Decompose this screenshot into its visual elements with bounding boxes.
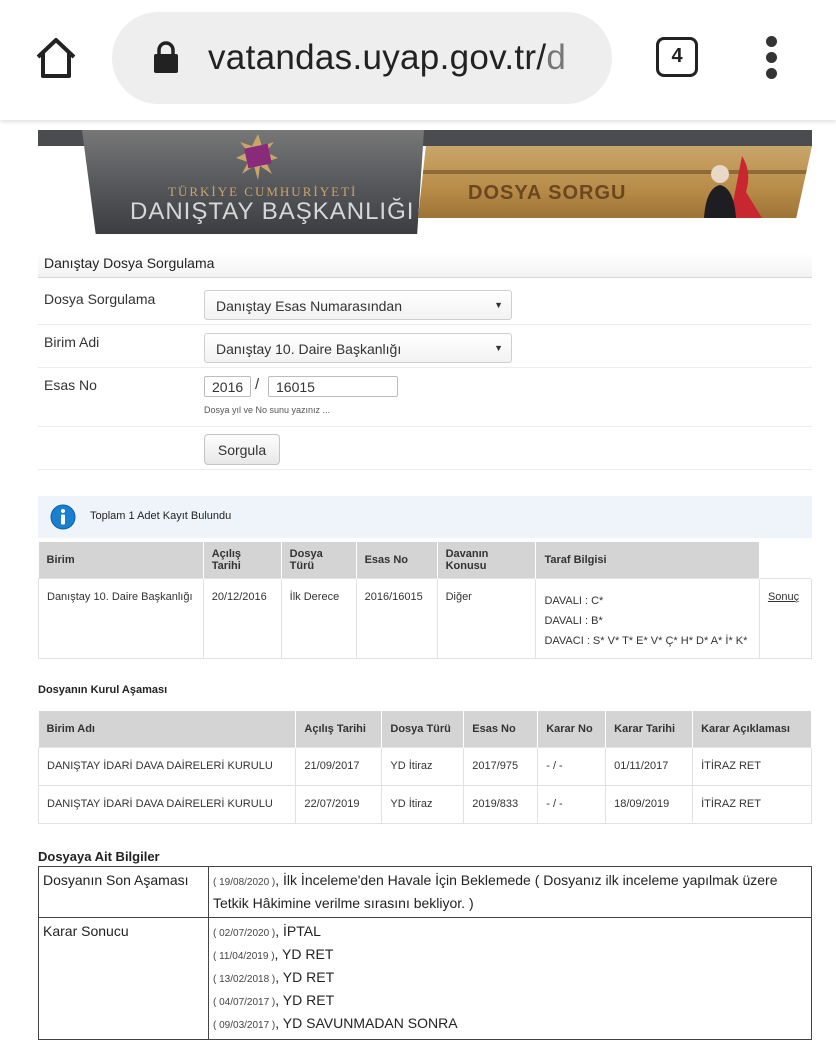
col-header: Açılış Tarihi	[203, 542, 281, 578]
cell-konu: Diğer	[437, 578, 536, 658]
cell-tarih: 20/12/2016	[203, 578, 281, 658]
url-text: vatandas.uyap.gov.tr/d	[208, 38, 567, 77]
query-section-title: Danıştay Dosya Sorgulama	[38, 252, 812, 278]
details-table	[38, 866, 812, 1040]
cell-taraf: DAVALI : C* DAVALI : B* DAVACI : S* V* T* E* V* Ç* H* D* A* İ* K*	[536, 578, 760, 658]
col-header: Karar No	[538, 711, 606, 747]
son-asama-value: ( 19/08/2020 ), İlk İnceleme'den Havale İçin Beklemede ( Dosyanız ilk inceleme yapılmak üzere Tetkik Hâkimine verilme sırasını bekliyor. )	[209, 867, 812, 918]
karar-sonucu-label: Karar Sonucu	[39, 918, 209, 1040]
col-header: Açılış Tarihi	[296, 711, 382, 747]
birim-adi-select[interactable]: Danıştay 10. Daire Başkanlığı ▼	[204, 333, 512, 363]
lock-icon	[152, 40, 180, 74]
info-bar	[38, 496, 812, 538]
col-header: Esas No	[464, 711, 538, 747]
banner-section-title: DOSYA SORGU	[468, 182, 627, 204]
col-header: Birim	[39, 542, 204, 578]
cell-birim: Danıştay 10. Daire Başkanlığı	[39, 578, 204, 658]
col-header: Karar Tarihi	[606, 711, 693, 747]
kebab-menu-icon[interactable]	[764, 36, 778, 80]
col-header: Taraf Bilgisi	[536, 542, 760, 578]
col-header: Birim Adı	[39, 711, 296, 747]
dosya-sorgulama-label: Dosya Sorgulama	[44, 291, 156, 307]
col-header: Davanın Konusu	[437, 542, 536, 578]
table-row: DANIŞTAY İDARİ DAVA DAİRELERİ KURULU 21/09/2017 YD İtiraz 2017/975 - / - 01/11/2017 İTİRAZ RET	[39, 747, 812, 785]
karar-sonucu-list: ( 02/07/2020 ), İPTAL ( 11/04/2019 ), YD RET ( 13/02/2018 ), YD RET ( 04/07/2017 ), YD RET ( 09/03/2017 ), YD SAVUNMADAN SONRA	[209, 918, 812, 1040]
sonuc-link[interactable]: Sonuç	[767, 590, 800, 603]
col-header: Karar Açıklaması	[693, 711, 812, 747]
esas-number-input[interactable]: 16015	[268, 376, 398, 397]
kurul-table	[38, 711, 812, 824]
site-banner	[38, 130, 812, 234]
esas-separator: /	[255, 376, 260, 393]
table-row: DANIŞTAY İDARİ DAVA DAİRELERİ KURULU 22/07/2019 YD İtiraz 2019/833 - / - 18/09/2019 İTİRAZ RET	[39, 785, 812, 823]
esas-no-label: Esas No	[44, 377, 97, 393]
kurul-title: Dosyanın Kurul Aşaması	[38, 684, 168, 696]
banner-subtitle: TÜRKİYE CUMHURİYETİ	[168, 184, 358, 199]
home-icon[interactable]	[32, 34, 80, 82]
browser-toolbar	[0, 0, 836, 120]
result-count-text: Toplam 1 Adet Kayıt Bulundu	[90, 510, 232, 522]
banner-title: DANIŞTAY BAŞKANLIĞI	[130, 198, 415, 225]
emblem-icon	[228, 132, 288, 182]
table-row	[39, 578, 812, 658]
chevron-down-icon: ▼	[494, 300, 503, 310]
tab-count-button[interactable]: 4	[656, 37, 698, 77]
dosya-sorgulama-select[interactable]: Danıştay Esas Numarasından ▼	[204, 290, 512, 320]
cell-tur: İlk Derece	[281, 578, 356, 658]
portrait-image	[690, 152, 770, 218]
info-icon	[50, 504, 76, 530]
birim-adi-label: Birim Adi	[44, 334, 100, 350]
son-asama-label: Dosyanın Son Aşaması	[39, 867, 209, 918]
col-header: Dosya Türü	[281, 542, 356, 578]
details-title: Dosyaya Ait Bilgiler	[38, 849, 160, 864]
cell-esas: 2016/16015	[356, 578, 437, 658]
address-bar[interactable]	[112, 12, 612, 104]
col-header: Dosya Türü	[382, 711, 464, 747]
esas-year-input[interactable]: 2016	[204, 376, 251, 397]
esas-hint: Dosya yıl ve No sunu yazınız ...	[204, 405, 331, 415]
chevron-down-icon: ▼	[494, 343, 503, 353]
sorgula-button[interactable]: Sorgula	[204, 434, 280, 465]
col-header: Esas No	[356, 542, 437, 578]
results-table	[38, 542, 812, 659]
